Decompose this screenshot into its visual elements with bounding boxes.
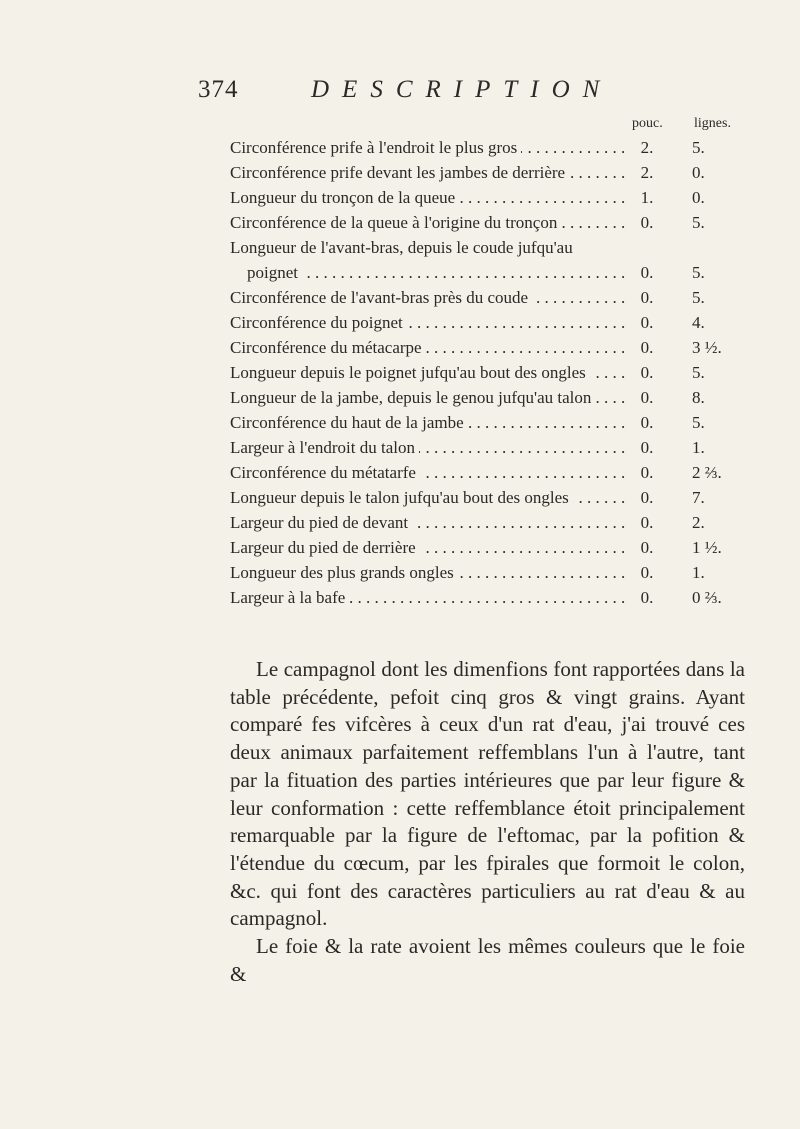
table-row bbox=[230, 460, 750, 485]
row-pouces: 2. bbox=[640, 163, 654, 182]
row-lignes: 1 ½. bbox=[692, 538, 722, 557]
row-pouces: 0. bbox=[640, 413, 654, 432]
table-row bbox=[230, 560, 750, 585]
row-lignes: 5. bbox=[692, 288, 705, 307]
row-pouces: 0. bbox=[640, 563, 654, 582]
row-pouces: 1. bbox=[640, 188, 654, 207]
measurement-table bbox=[230, 135, 750, 610]
row-label: Longueur depuis le talon jufqu'au bout des ongles bbox=[230, 488, 573, 507]
row-lignes: 0. bbox=[692, 188, 705, 207]
table-row bbox=[230, 435, 750, 460]
table-row bbox=[230, 335, 750, 360]
table-row bbox=[230, 160, 750, 185]
row-label: poignet bbox=[247, 263, 302, 282]
table-row bbox=[230, 535, 750, 560]
row-pouces: 0. bbox=[640, 463, 654, 482]
row-lignes: 4. bbox=[692, 313, 705, 332]
row-pouces: 0. bbox=[640, 213, 654, 232]
row-label: Circonférence de l'avant-bras près du coude bbox=[230, 288, 532, 307]
row-pouces: 0. bbox=[640, 288, 654, 307]
table-row bbox=[230, 185, 750, 210]
table-row bbox=[230, 135, 750, 160]
row-pouces: 0. bbox=[640, 588, 654, 607]
table-row bbox=[230, 510, 750, 535]
row-lignes: 5. bbox=[692, 413, 705, 432]
row-lignes: 1. bbox=[692, 563, 705, 582]
row-pouces: 0. bbox=[640, 388, 654, 407]
row-lignes: 1. bbox=[692, 438, 705, 457]
table-row bbox=[230, 210, 750, 235]
row-label: Longueur du tronçon de la queue bbox=[230, 188, 459, 207]
row-label: Largeur du pied de derrière bbox=[230, 538, 420, 557]
table-row bbox=[230, 260, 750, 285]
table-row bbox=[230, 360, 750, 385]
row-pouces: 0. bbox=[640, 313, 654, 332]
body-text bbox=[230, 656, 745, 988]
row-label: Circonférence prife à l'endroit le plus gros bbox=[230, 138, 521, 157]
row-lignes: 3 ½. bbox=[692, 338, 722, 357]
page-number: 374 bbox=[198, 76, 239, 103]
row-lignes: 8. bbox=[692, 388, 705, 407]
row-label: Longueur depuis le poignet jufqu'au bout des ongles bbox=[230, 363, 590, 382]
row-label: Circonférence du haut de la jambe bbox=[230, 413, 468, 432]
row-lignes: 5. bbox=[692, 263, 705, 282]
row-lignes: 0. bbox=[692, 163, 705, 182]
row-pouces: 0. bbox=[640, 363, 654, 382]
table-row bbox=[230, 285, 750, 310]
row-label: Circonférence du poignet bbox=[230, 313, 407, 332]
column-header-lignes: lignes. bbox=[694, 116, 731, 131]
row-lignes: 5. bbox=[692, 363, 705, 382]
row-label: Largeur à l'endroit du talon bbox=[230, 438, 419, 457]
row-label: Circonférence du métacarpe bbox=[230, 338, 426, 357]
table-row bbox=[230, 485, 750, 510]
row-pouces: 0. bbox=[640, 488, 654, 507]
column-header-pouces: pouc. bbox=[632, 116, 663, 131]
table-row bbox=[230, 385, 750, 410]
row-lignes: 5. bbox=[692, 213, 705, 232]
row-label: Longueur de la jambe, depuis le genou jufqu'au talon bbox=[230, 388, 595, 407]
row-lignes: 7. bbox=[692, 488, 705, 507]
row-pouces: 2. bbox=[640, 138, 654, 157]
row-pouces: 0. bbox=[640, 513, 654, 532]
table-row bbox=[230, 235, 750, 260]
row-lignes: 0 ⅔. bbox=[692, 588, 722, 607]
row-label: Largeur à la bafe bbox=[230, 588, 349, 607]
row-pouces: 0. bbox=[640, 338, 654, 357]
row-pouces: 0. bbox=[640, 263, 654, 282]
row-label: Longueur de l'avant-bras, depuis le coude jufqu'au bbox=[230, 238, 577, 257]
row-lignes: 2 ⅔. bbox=[692, 463, 722, 482]
row-lignes: 5. bbox=[692, 138, 705, 157]
row-label: Circonférence de la queue à l'origine du tronçon bbox=[230, 213, 561, 232]
table-row bbox=[230, 585, 750, 610]
paragraph-campagnol: Le campagnol dont les dimenfions font rapportées dans la table précédente, pefoit cinq gros & vingt grains. Ayant comparé fes vifcères à ceux d'un rat d'eau, j'ai trouvé ces deux animaux parfaitement reffemblans l'un à l'autre, tant par la fituation des parties intérieures que par leur figure & leur conformation : cette reffemblance étoit principalement remarquable par la figure de l'eftomac, par la pofition & l'étendue du cœcum, par les fpirales que formoit le colon, &c. qui font des caractères particuliers au rat d'eau & au campagnol. bbox=[230, 657, 745, 931]
table-row bbox=[230, 310, 750, 335]
running-title: DESCRIPTION bbox=[311, 76, 613, 103]
row-label: Longueur des plus grands ongles bbox=[230, 563, 458, 582]
row-label: Circonférence prife devant les jambes de derrière bbox=[230, 163, 569, 182]
paragraph-foie: Le foie & la rate avoient les mêmes couleurs que le foie & bbox=[230, 934, 745, 986]
page-header bbox=[198, 76, 638, 116]
row-label: Largeur du pied de devant bbox=[230, 513, 412, 532]
table-row bbox=[230, 410, 750, 435]
row-label: Circonférence du métatarfe bbox=[230, 463, 420, 482]
row-pouces: 0. bbox=[640, 438, 654, 457]
row-lignes: 2. bbox=[692, 513, 705, 532]
row-pouces: 0. bbox=[640, 538, 654, 557]
